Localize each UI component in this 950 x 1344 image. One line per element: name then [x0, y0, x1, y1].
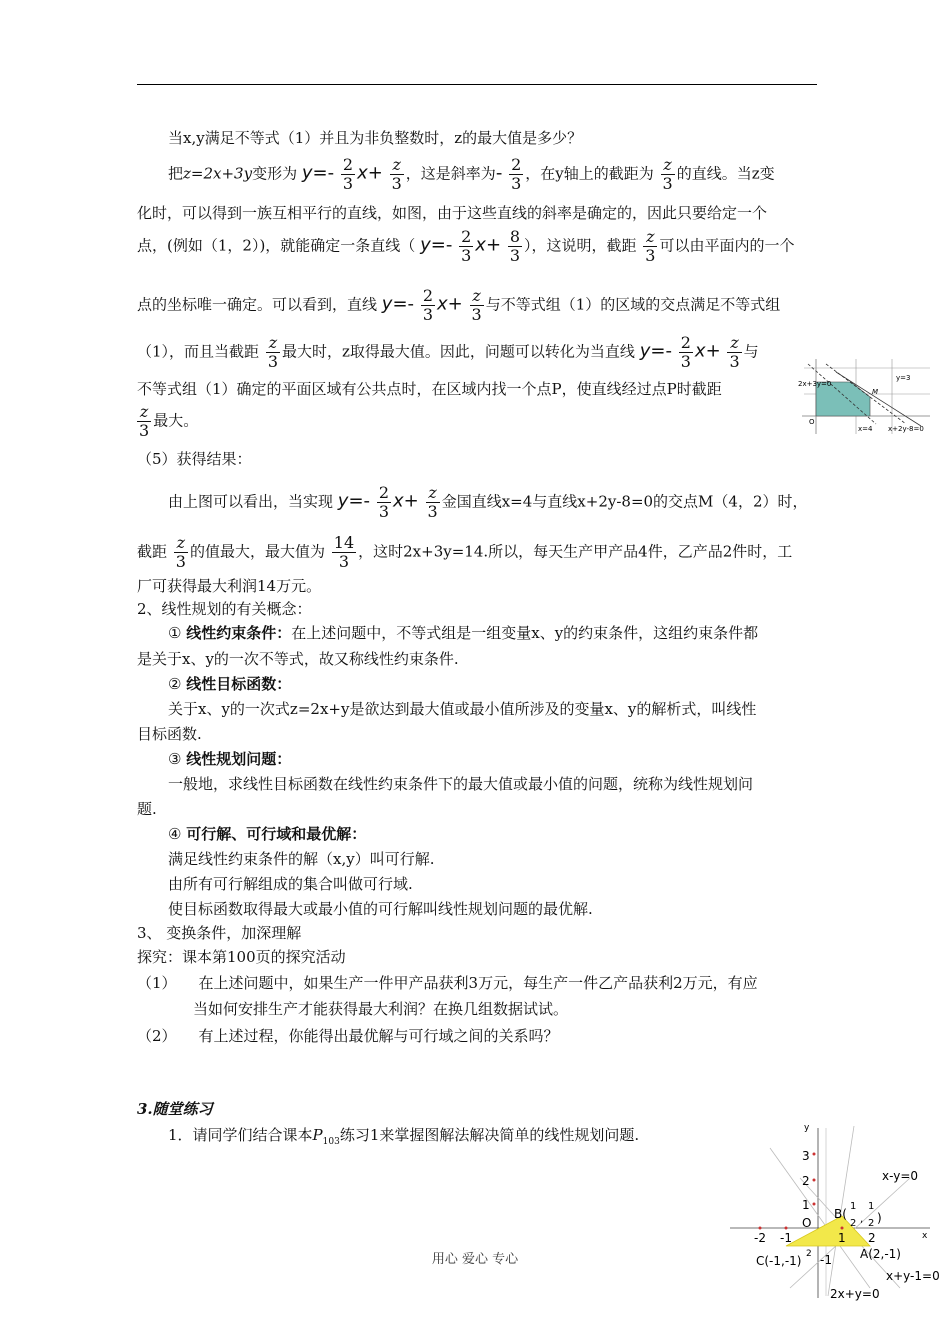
question-1-cont: 当如何安排生产才能获得最大利润？在换几组数据试试。 [193, 1000, 569, 1018]
tick-minus-2: -2 [754, 1231, 766, 1245]
axis-x-label: x [922, 1231, 928, 1241]
label-x4: x=4 [858, 425, 873, 433]
section-practice-heading: 3.随堂练习 [137, 1100, 213, 1118]
concept-4-c: 使目标函数取得最大或最小值的可行解叫线性规划问题的最优解. [168, 900, 593, 918]
point-b-x-num: 1 [850, 1201, 857, 1212]
point-c-label: C(-1,-1) [756, 1254, 802, 1268]
concept-4-a: 满足线性约束条件的解（x,y）叫可行解. [168, 850, 435, 868]
tick-3: 3 [802, 1149, 810, 1163]
point-b-y-num: 1 [868, 1201, 875, 1212]
concept-2-cont: 目标函数. [137, 725, 202, 743]
tick-x-1: 1 [838, 1231, 846, 1245]
paragraph-max-intercept: $\frac{z}{3}$ 最大。 [139, 402, 199, 440]
point-b-x-den: 2 [850, 1218, 857, 1229]
tick-y-2: 2 [806, 1249, 812, 1259]
feasible-region-figure [796, 354, 934, 438]
paragraph-profit: 厂可获得最大利润14万元。 [137, 577, 322, 595]
label-2x3y: 2x+3y=0 [798, 380, 832, 388]
concept-3-cont: 题. [137, 800, 157, 818]
line-x-y-1-label: x+y-1=0 [886, 1269, 940, 1283]
line-2x-y-label: 2x+y=0 [830, 1287, 880, 1301]
label-origin: O [809, 418, 815, 426]
paragraph-continue: 化时，可以得到一族互相平行的直线，如图，由于这些直线的斜率是确定的，因此只要给定一个 [137, 204, 768, 222]
concept-3: ③ 线性规划问题： [168, 750, 292, 768]
paragraph-region: 不等式组（1）确定的平面区域有公共点时，在区域内找一个点P，使直线经过点P时截距 [137, 380, 722, 398]
tick-minus-1: -1 [780, 1231, 792, 1245]
practice-item: 1．请同学们结合课本$P_{103}$练习1来掌握图解法解决简单的线性规划问题. [168, 1126, 640, 1147]
section-3-heading: 3、 变换条件，加深理解 [137, 924, 302, 942]
question-2: （2） 有上述过程，你能得出最优解与可行域之间的关系吗？ [137, 1027, 559, 1045]
label-m: M [872, 388, 879, 396]
tick-2: 2 [802, 1174, 810, 1188]
concept-1: ① 线性约束条件：在上述问题中，不等式组是一组变量x、y的约束条件，这组约束条件都 [168, 624, 759, 642]
concept-2-text: 关于x、y的一次式z=2x+y是欲达到最大值或最小值所涉及的变量x、y的解析式，叫线性 [168, 700, 757, 718]
paragraph-transform: 把z=2x+3y变形为 y=- $\frac{2}{3}$ x+ $\frac{z}{3}$ ，这是斜率为- $\frac{2}{3}$ ，在y轴上的截距为 $\frac{z}{3}$ 的直线。当z变 [168, 155, 775, 193]
result-heading: （5）获得结果： [137, 450, 252, 468]
tick-1: 1 [802, 1198, 810, 1212]
paragraph-max-value: 截距 $\frac{z}{3}$ 的值最大，最大值为 $\frac{14}{3}$ ，这时2x+3y=14.所以，每天生产甲产品4件，乙产品2件时，工 [137, 533, 793, 571]
section-2-heading: 2、线性规划的有关概念： [137, 600, 312, 618]
concept-2: ② 线性目标函数： [168, 675, 292, 693]
concept-4-b: 由所有可行解组成的集合叫做可行域. [168, 875, 413, 893]
paragraph-point: 点，(例如（1，2）)，就能确定一条直线（ y=- $\frac{2}{3}$ x+ $\frac{8}{3}$ ），这说明，截距 $\frac{z}{3}$ 可以由平面内的一个 [137, 227, 795, 265]
paragraph-question: 当x,y满足不等式（1）并且为非负整数时，z的最大值是多少？ [168, 129, 583, 147]
header-rule [137, 84, 817, 85]
label-y3: y=3 [896, 374, 911, 382]
line-x-y-label: x-y=0 [882, 1169, 919, 1183]
explore-text: 探究：课本第100页的探究活动 [137, 948, 346, 966]
concept-1-cont: 是关于x、y的一次不等式，故又称线性约束条件. [137, 650, 459, 668]
paragraph-unique: 点的坐标唯一确定。可以看到，直线 y=- $\frac{2}{3}$ x+ $\frac{z}{3}$ 与不等式组（1）的区域的交点满足不等式组 [137, 286, 781, 324]
tick-x-2: 2 [868, 1231, 876, 1245]
axis-y-label: y [804, 1123, 810, 1133]
paragraph-max: （1），而且当截距 $\frac{z}{3}$ 最大时，z取得最大值。因此，问题可以转化为当直线 y=- $\frac{2}{3}$ x+ $\frac{z}{3}$ 与 [137, 333, 759, 371]
paragraph-result: 由上图可以看出，当实现 y=- $\frac{2}{3}$ x+ $\frac{z}{3}$ 金国直线x=4与直线x+2y-8=0的交点M（4，2）时， [168, 483, 808, 521]
tick-y-minus-1: -1 [820, 1253, 832, 1267]
point-b-label: B( [834, 1207, 847, 1221]
point-b-close: ) [877, 1211, 882, 1225]
question-1: （1） 在上述问题中，如果生产一件甲产品获利3万元，每生产一件乙产品获利2万元，有应 [137, 974, 758, 992]
label-line2: x+2y-8=0 [888, 425, 924, 433]
page-footer: 用心 爱心 专心 [431, 1252, 519, 1267]
concept-3-text: 一般地，求线性目标函数在线性约束条件下的最大值或最小值的问题，统称为线性规划问 [168, 775, 754, 793]
origin-label: O [802, 1216, 812, 1230]
practice-graph-figure [730, 1118, 950, 1302]
point-a-label: A(2,-1) [860, 1247, 901, 1261]
point-b-y-den: 2 [868, 1218, 875, 1229]
concept-4: ④ 可行解、可行域和最优解： [168, 825, 367, 843]
point-b-comma: , [860, 1214, 864, 1225]
